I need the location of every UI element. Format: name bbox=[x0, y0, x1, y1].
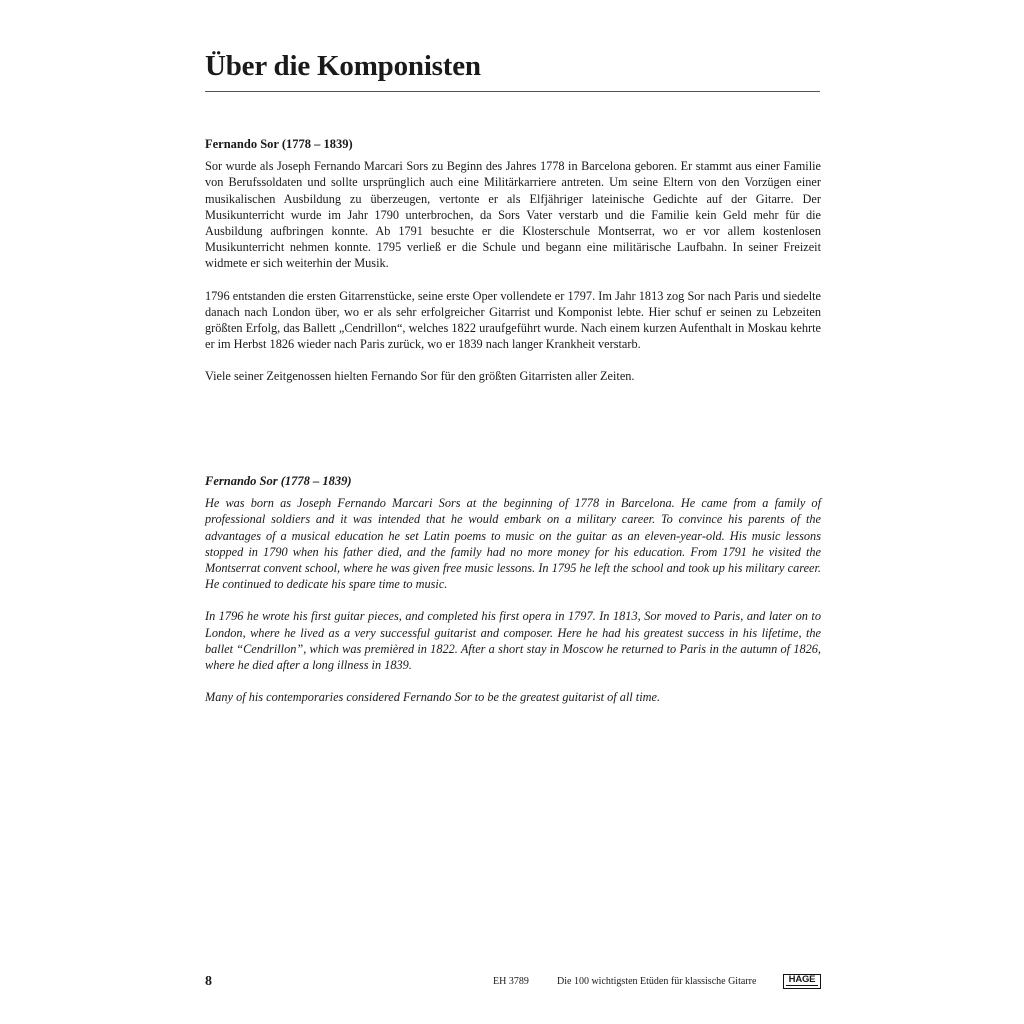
logo-underline bbox=[786, 985, 818, 986]
page-title: Über die Komponisten bbox=[205, 50, 481, 82]
page-footer bbox=[205, 974, 821, 992]
publisher-logo-text: HAGE bbox=[788, 974, 816, 985]
english-section-heading: Fernando Sor (1778 – 1839) bbox=[205, 474, 352, 488]
english-paragraph-2: In 1796 he wrote his first guitar pieces, and completed his first opera in 1797. In 1813, Sor moved to Paris, and later on to London, where he lived as a very successful guitarist and composer. Here he had his greatest success in his lifetime, the ballet “Cendrillon”, which was premièred in 1822. After a short stay in Moscow he returned to Paris in the autumn of 1826, where he died after a long illness in 1839. bbox=[205, 609, 821, 673]
german-paragraph-1: Sor wurde als Joseph Fernando Marcari Sors zu Beginn des Jahres 1778 in Barcelona geboren. Er stammt aus einer Familie von Berufssoldaten und sollte ursprünglich auch eine Militärkarriere antreten. Um seine Eltern von den Vorzügen einer musikalischen Ausbildung zu überzeugen, vertonte er als Elfjähriger lateinische Gedichte auf der Gitarre. Der Musikunterricht wurde im Jahr 1790 unterbrochen, da Sors Vater verstarb und die Familie kein Geld mehr für die Ausbildung aufbringen konnte. Ab 1791 besuchte er die Klosterschule Montserrat, wo er vor allem kostenlosen Musikunterricht nehmen konnte. 1795 verließ er die Schule und begann eine militärische Laufbahn. In seiner Freizeit widmete er sich weiterhin der Musik. bbox=[205, 159, 821, 271]
publisher-logo bbox=[783, 974, 821, 989]
german-paragraph-3: Viele seiner Zeitgenossen hielten Fernando Sor für den größten Gitarristen aller Zeiten. bbox=[205, 369, 635, 384]
page-number: 8 bbox=[205, 974, 212, 989]
german-section-heading: Fernando Sor (1778 – 1839) bbox=[205, 137, 353, 151]
book-title: Die 100 wichtigsten Etüden für klassische Gitarre bbox=[557, 976, 757, 987]
english-biography-section bbox=[205, 473, 821, 721]
german-paragraph-2: 1796 entstanden die ersten Gitarrenstücke, seine erste Oper vollendete er 1797. Im Jahr 1813 zog Sor nach Paris und siedelte danach nach London über, wo er als sehr erfolgreicher Gitarrist und Komponist lebte. Hier schuf er seinen zu Lebzeiten größten Erfolg, das Ballett „Cendrillon“, welches 1822 uraufgeführt wurde. Nach einem kurzen Aufenthalt in Moskau kehrte er im Herbst 1826 wieder nach Paris zurück, wo er 1839 nach langer Krankheit verstarb. bbox=[205, 288, 821, 352]
english-paragraph-3: Many of his contemporaries considered Fernando Sor to be the greatest guitarist of all time. bbox=[205, 690, 661, 705]
german-biography-section bbox=[205, 136, 821, 401]
english-paragraph-1: He was born as Joseph Fernando Marcari Sors at the beginning of 1778 in Barcelona. He came from a family of professional soldiers and it was intended that he would embark on a military career. To convince his parents of the advantages of a musical education he set Latin poems to music on the guitar as an eleven-year-old. His music lessons stopped in 1790 when his father died, and the family had no more money for his education. From 1791 he visited the Montserrat convent school, where he was given free music lessons. In 1795 he left the school and took up his military career. He continued to dedicate his spare time to music. bbox=[205, 496, 821, 592]
title-divider bbox=[205, 91, 820, 92]
edition-code: EH 3789 bbox=[493, 976, 529, 987]
